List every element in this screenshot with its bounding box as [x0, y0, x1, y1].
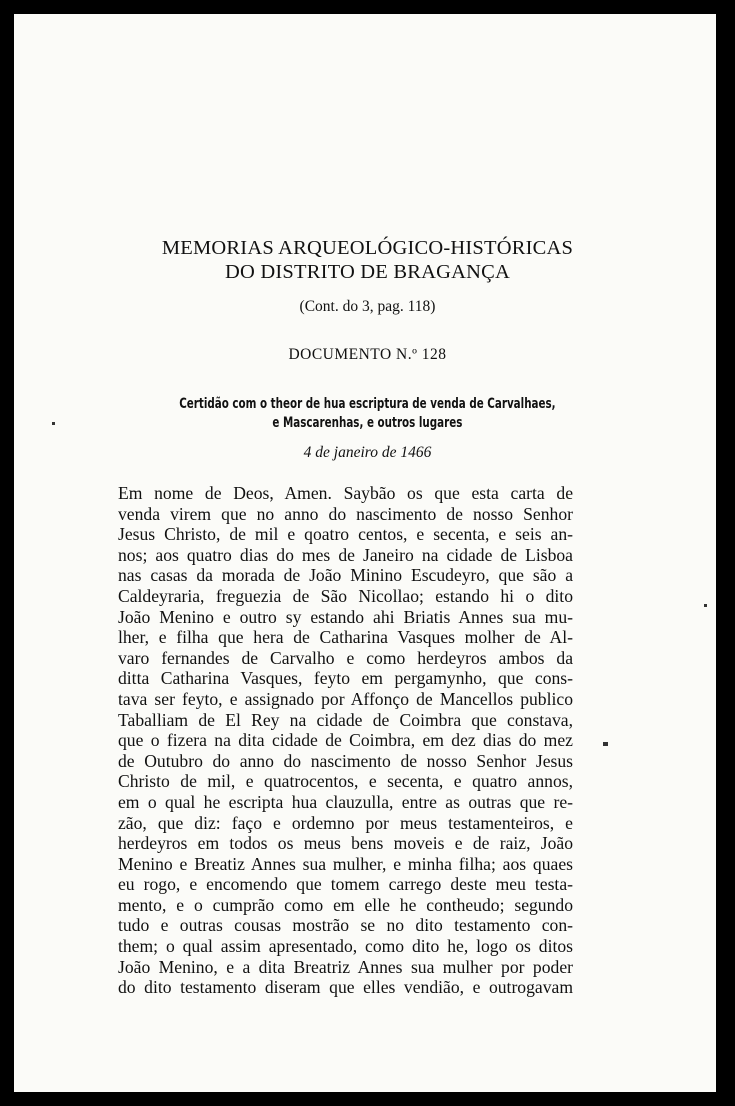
body-line: nas casas da morada de João Minino Escudeyro, que são a — [118, 565, 573, 586]
body-line: João Menino e outro sy estando ahi Briatis Annes sua mu- — [118, 606, 573, 627]
body-line: herdeyros em todos os meus bens moveis e de raiz, João — [118, 833, 573, 854]
document-date: 4 de janeiro de 1466 — [303, 444, 432, 461]
subtitle-line-2: e Mascarenhas, e outros lugares — [272, 415, 463, 431]
scan-speck — [603, 742, 608, 746]
body-line: mento, e o cumprão como em elle he contheudo; segundo — [118, 894, 573, 915]
body-line: lher, e filha que hera de Catharina Vasques molher de Al- — [118, 627, 573, 648]
scan-speck — [704, 604, 707, 607]
body-line: Jesus Christo, de mil e qoatro centos, e secenta, e seis an- — [118, 524, 573, 545]
page-title — [0, 236, 735, 284]
body-line: varo fernandes de Carvalho e como herdeyros ambos da — [118, 647, 573, 668]
body-line: Christo de mil, e quatrocentos, e secenta, e quatro annos, — [118, 771, 573, 792]
body-line: eu rogo, e encomendo que tomem carrego deste meu testa- — [118, 874, 573, 895]
body-line: them; o qual assim apresentado, como dito he, logo os ditos — [118, 936, 573, 957]
body-line: tudo e outras cousas mostrão se no dito testamento con- — [118, 915, 573, 936]
body-line: que o fizera na dita cidade de Coimbra, em dez dias do mez — [118, 730, 573, 751]
body-line: Em nome de Deos, Amen. Saybão os que esta carta de — [118, 483, 573, 503]
body-line: do dito testamento diseram que elles vendião, e outrogavam — [118, 977, 573, 998]
scan-speck — [52, 422, 55, 425]
body-line: ditta Catharina Vasques, feyto em pergamynho, que cons- — [118, 668, 573, 689]
body-line: venda virem que no anno do nascimento de nosso Senhor — [118, 503, 573, 524]
body-line: de Outubro do anno do nascimento de nosso Senhor Jesus — [118, 750, 573, 771]
title-line-1: MEMORIAS ARQUEOLÓGICO-HISTÓRICAS — [161, 237, 574, 259]
body-line: Taballiam de El Rey na cidade de Coimbra que constava, — [118, 709, 573, 730]
body-line: em o qual he escripta hua clauzulla, entre as outras que re- — [118, 791, 573, 812]
body-line: Menino e Breatiz Annes sua mulher, e minha filha; aos quaes — [118, 853, 573, 874]
body-line: João Menino, e a dita Breatriz Annes sua mulher por poder — [118, 956, 573, 977]
body-line: zão, que diz: faço e ordemno por meus testamenteiros, e — [118, 812, 573, 833]
body-line: tava ser feyto, e assignado por Affonço de Mancellos publico — [118, 688, 573, 709]
document-number: DOCUMENTO N.º 128 — [288, 346, 447, 363]
continuation-note: (Cont. do 3, pag. 118) — [299, 298, 436, 315]
body-line: nos; aos quatro dias do mes de Janeiro na cidade de Lisboa — [118, 544, 573, 565]
title-line-2: DO DISTRITO DE BRAGANÇA — [225, 261, 510, 283]
subtitle-line-1: Certidão com o theor de hua escriptura de venda de Carvalhaes, — [179, 396, 556, 412]
body-text — [118, 483, 573, 998]
document-subtitle — [66, 395, 669, 433]
body-line: Caldeyraria, freguezia de São Nicollao; estando hi o dito — [118, 585, 573, 606]
